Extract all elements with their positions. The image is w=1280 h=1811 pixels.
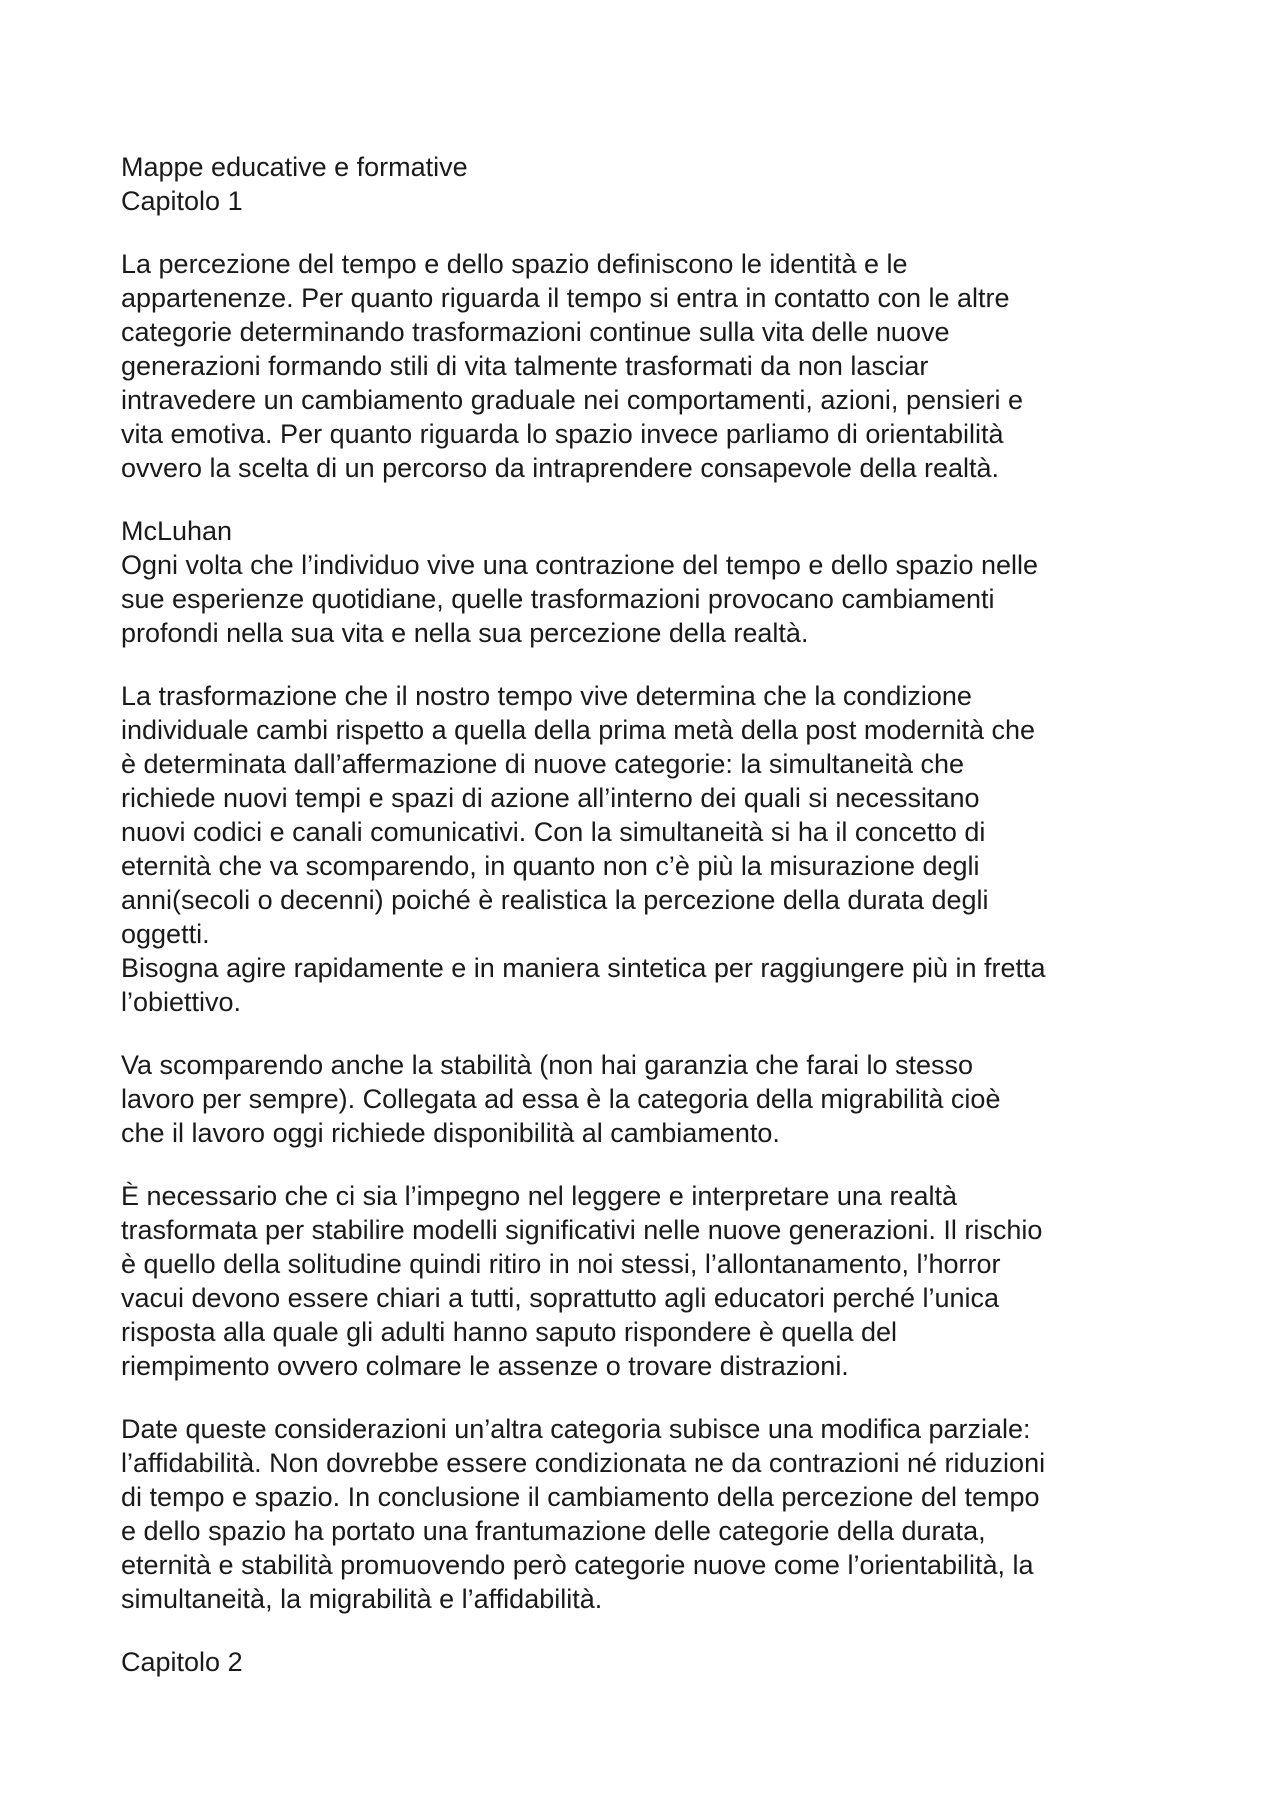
text-line: vacui devono essere chiari a tutti, soprattutto agli educatori perché l’unica [121,1283,1000,1313]
paragraph-5 [121,1179,1171,1383]
text-line: profondi nella sua vita e nella sua percezione della realtà. [121,618,809,648]
document-body [121,150,1171,1679]
chapter-2-block [121,1645,1171,1679]
text-line: categorie determinando trasformazioni continue sulla vita delle nuove [121,317,950,347]
text-line: nuovi codici e canali comunicativi. Con la simultaneità si ha il concetto di [121,817,986,847]
text-line: La percezione del tempo e dello spazio definiscono le identità e le [121,249,908,279]
text-line: lavoro per sempre). Collegata ad essa è la categoria della migrabilità cioè [121,1084,1001,1114]
text-line: eternità e stabilità promuovendo però categorie nuove come l’orientabilità, la [121,1550,1034,1580]
text-line: richiede nuovi tempi e spazi di azione all’interno dei quali si necessitano [121,783,980,813]
text-line: di tempo e spazio. In conclusione il cambiamento della percezione del tempo [121,1482,1040,1512]
document-header [121,150,1171,218]
paragraph-2 [121,514,1171,650]
section-author: McLuhan [121,516,233,546]
text-line: La trasformazione che il nostro tempo vive determina che la condizione [121,681,972,711]
paragraph-6 [121,1412,1171,1616]
text-line: simultaneità, la migrabilità e l’affidabilità. [121,1584,603,1614]
text-line: vita emotiva. Per quanto riguarda lo spazio invece parliamo di orientabilità [121,419,1004,449]
paragraph-4 [121,1048,1171,1150]
text-line: che il lavoro oggi richiede disponibilità al cambiamento. [121,1118,780,1148]
text-line: Date queste considerazioni un’altra categoria subisce una modifica parziale: [121,1414,1031,1444]
document-title: Mappe educative e formative [121,152,468,182]
paragraph-3 [121,679,1171,1019]
text-line: Bisogna agire rapidamente e in maniera sintetica per raggiungere più in fretta [121,953,1046,983]
text-line: intravedere un cambiamento graduale nei comportamenti, azioni, pensieri e [121,385,1024,415]
text-line: appartenenze. Per quanto riguarda il tempo si entra in contatto con le altre [121,283,1010,313]
text-line: individuale cambi rispetto a quella della prima metà della post modernità che [121,715,1036,745]
text-line: generazioni formando stili di vita talmente trasformati da non lasciar [121,351,929,381]
text-line: riempimento ovvero colmare le assenze o trovare distrazioni. [121,1351,849,1381]
text-line: l’affidabilità. Non dovrebbe essere condizionata ne da contrazioni né riduzioni [121,1448,1046,1478]
text-line: è determinata dall’affermazione di nuove categorie: la simultaneità che [121,749,964,779]
text-line: è quello della solitudine quindi ritiro in noi stessi, l’allontanamento, l’horror [121,1249,1001,1279]
text-line: oggetti. [121,919,210,949]
text-line: Va scomparendo anche la stabilità (non hai garanzia che farai lo stesso [121,1050,974,1080]
text-line: ovvero la scelta di un percorso da intraprendere consapevole della realtà. [121,453,1000,483]
chapter-heading-2: Capitolo 2 [121,1647,243,1677]
text-line: eternità che va scomparendo, in quanto non c’è più la misurazione degli [121,851,980,881]
chapter-heading-1: Capitolo 1 [121,186,243,216]
text-line: risposta alla quale gli adulti hanno saputo rispondere è quella del [121,1317,898,1347]
text-line: sue esperienze quotidiane, quelle trasformazioni provocano cambiamenti [121,584,995,614]
text-line: Ogni volta che l’individuo vive una contrazione del tempo e dello spazio nelle [121,550,1039,580]
text-line: l’obiettivo. [121,987,242,1017]
text-line: È necessario che ci sia l’impegno nel leggere e interpretare una realtà [121,1181,957,1211]
text-line: trasformata per stabilire modelli significativi nelle nuove generazioni. Il rischio [121,1215,1043,1245]
text-line: anni(secoli o decenni) poiché è realistica la percezione della durata degli [121,885,989,915]
text-line: e dello spazio ha portato una frantumazione delle categorie della durata, [121,1516,986,1546]
paragraph-1 [121,247,1171,485]
